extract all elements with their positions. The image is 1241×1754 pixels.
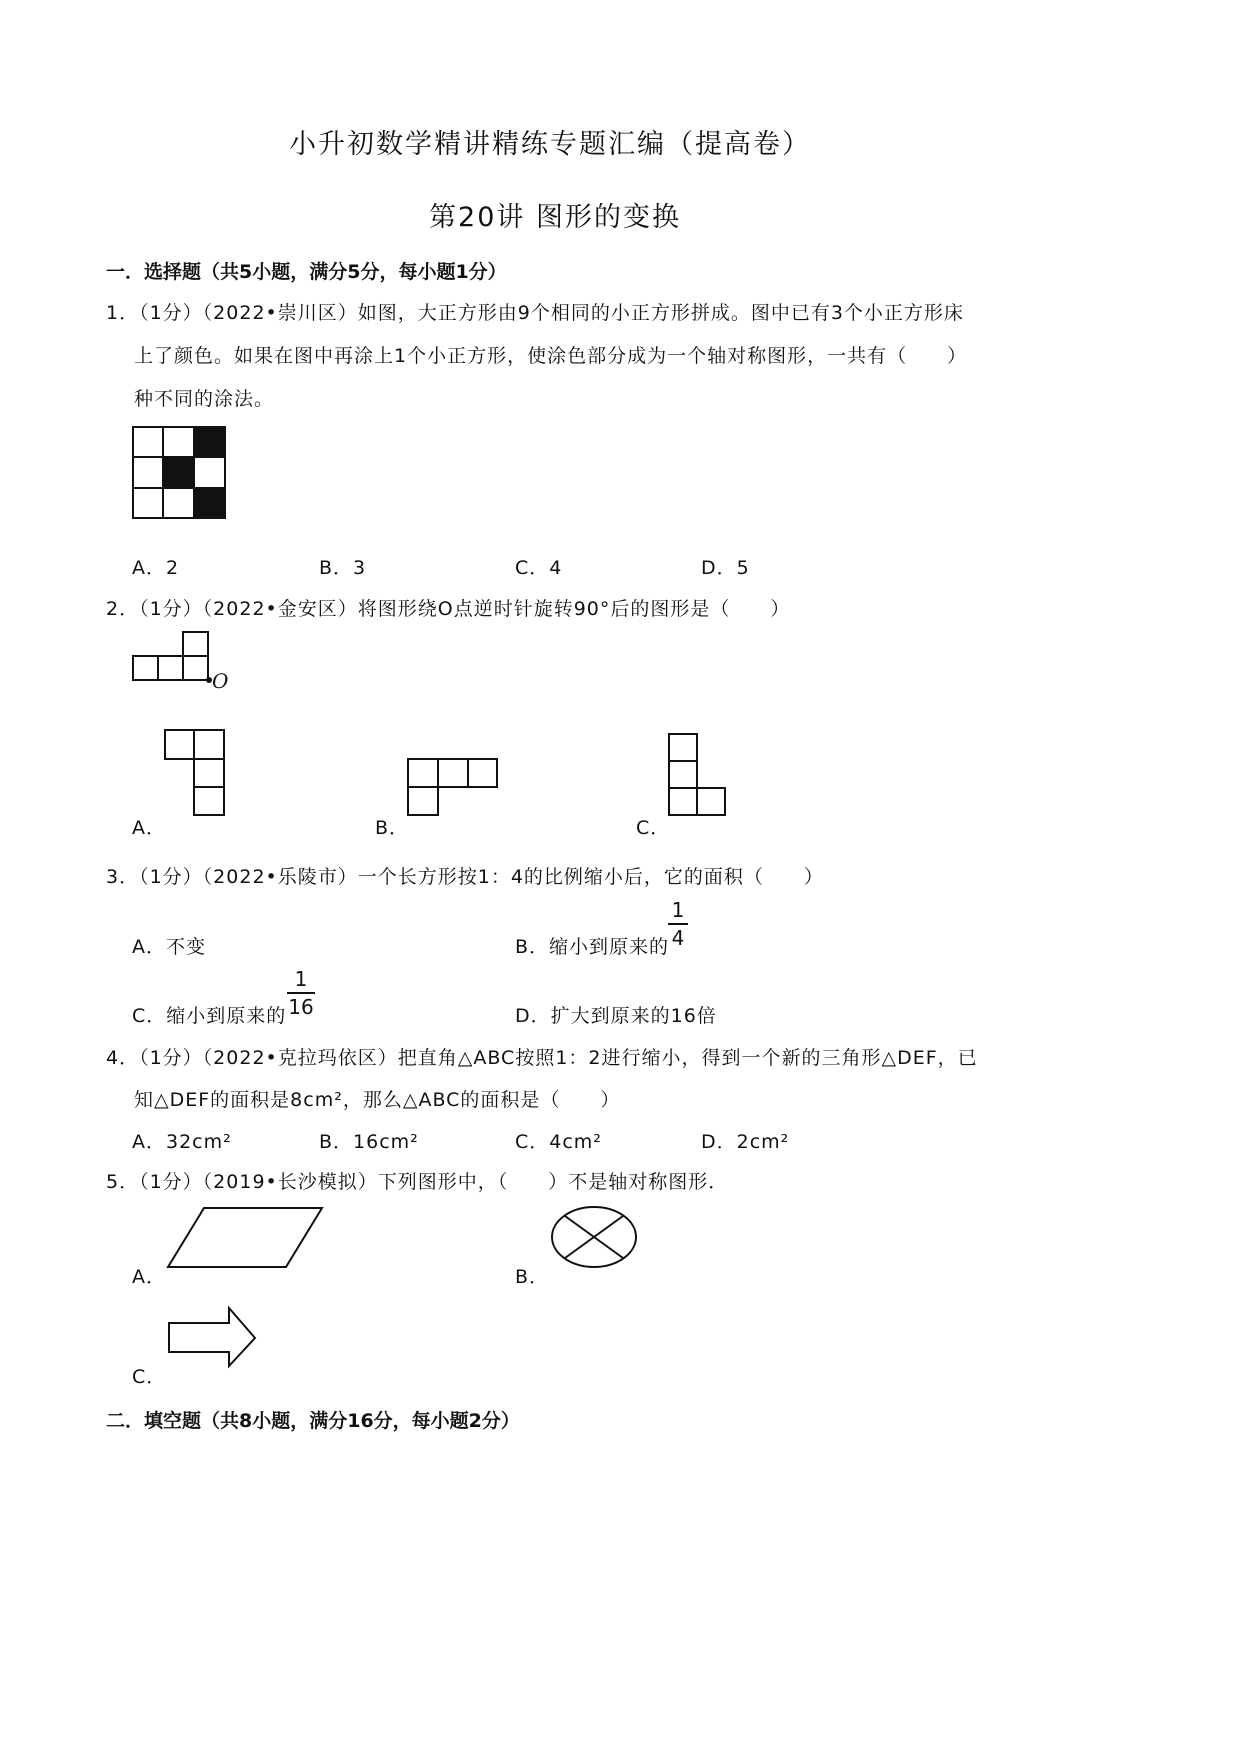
- question-2-option-a-figure[interactable]: [164, 729, 226, 817]
- fraction-numerator: 1: [294, 967, 308, 991]
- question-4-line-1: 4．（1分）（2022•克拉玛依区）把直角△ABC按照1：2进行缩小，得到一个新的三角形△DEF，已: [106, 1047, 978, 1069]
- question-5-option-a[interactable]: A．: [132, 1266, 166, 1288]
- question-3-option-c[interactable]: C．缩小到原来的: [132, 1005, 287, 1027]
- fraction-numerator: 1: [671, 898, 685, 922]
- fraction-bar: [668, 923, 688, 925]
- question-2-text: 2．（1分）（2022•金安区）将图形绕O点逆时针旋转90°后的图形是（ ）: [106, 598, 791, 620]
- question-1-option-a[interactable]: A．2: [132, 557, 180, 579]
- question-5-circle-cross-figure[interactable]: [550, 1206, 640, 1270]
- lecture-title: 第20讲 图形的变换: [429, 202, 681, 233]
- question-2-option-b[interactable]: B．: [375, 817, 410, 839]
- section-heading-choice: 一．选择题（共5小题，满分5分，每小题1分）: [106, 261, 507, 283]
- question-4-option-b[interactable]: B．16cm²: [319, 1131, 419, 1153]
- question-4-option-c[interactable]: C．4cm²: [515, 1131, 602, 1153]
- question-4-line-2: 知△DEF的面积是8cm²，那么△ABC的面积是（ ）: [134, 1089, 621, 1111]
- question-2-option-c-figure[interactable]: [668, 733, 728, 817]
- question-3-option-b-fraction: [668, 899, 688, 949]
- question-5-arrow-figure[interactable]: [166, 1305, 258, 1369]
- question-3-option-d[interactable]: D．扩大到原来的16倍: [515, 1005, 717, 1027]
- question-3-option-c-fraction: [287, 968, 315, 1018]
- question-1-line-3: 种不同的涂法。: [134, 388, 275, 410]
- question-1-option-b[interactable]: B．3: [319, 557, 367, 579]
- question-3-text: 3．（1分）（2022•乐陵市）一个长方形按1：4的比例缩小后，它的面积（ ）: [106, 866, 824, 888]
- fraction-denominator: 16: [288, 995, 314, 1019]
- question-3-option-b[interactable]: B．缩小到原来的: [515, 936, 670, 958]
- question-2-option-a[interactable]: A．: [132, 817, 166, 839]
- question-2-point-label: O: [212, 669, 229, 693]
- question-1-grid-figure: [132, 426, 226, 519]
- question-5-text: 5．（1分）（2019•长沙模拟）下列图形中，（ ）不是轴对称图形．: [106, 1171, 729, 1193]
- section-heading-fill: 二．填空题（共8小题，满分16分，每小题2分）: [106, 1410, 520, 1432]
- question-4-option-a[interactable]: A．32cm²: [132, 1131, 232, 1153]
- document-title: 小升初数学精讲精练专题汇编（提高卷）: [289, 129, 811, 160]
- fraction-bar: [287, 992, 315, 994]
- question-1-line-1: 1．（1分）（2022•崇川区）如图，大正方形由9个相同的小正方形拼成。图中已有3个小正方形床: [106, 302, 964, 324]
- question-5-option-b[interactable]: B．: [515, 1266, 550, 1288]
- question-4-option-d[interactable]: D．2cm²: [701, 1131, 790, 1153]
- question-2-option-c[interactable]: C．: [636, 817, 671, 839]
- question-1-option-d[interactable]: D．5: [701, 557, 750, 579]
- question-1-line-2: 上了颜色。如果在图中再涂上1个小正方形，使涂色部分成为一个轴对称图形，一共有（ ）: [134, 345, 968, 367]
- question-5-parallelogram-figure[interactable]: [166, 1206, 326, 1270]
- question-2-option-b-figure[interactable]: [407, 758, 499, 816]
- question-1-option-c[interactable]: C．4: [515, 557, 563, 579]
- question-3-option-a[interactable]: A．不变: [132, 936, 206, 958]
- question-5-option-c[interactable]: C．: [132, 1366, 167, 1388]
- fraction-denominator: 4: [671, 926, 685, 950]
